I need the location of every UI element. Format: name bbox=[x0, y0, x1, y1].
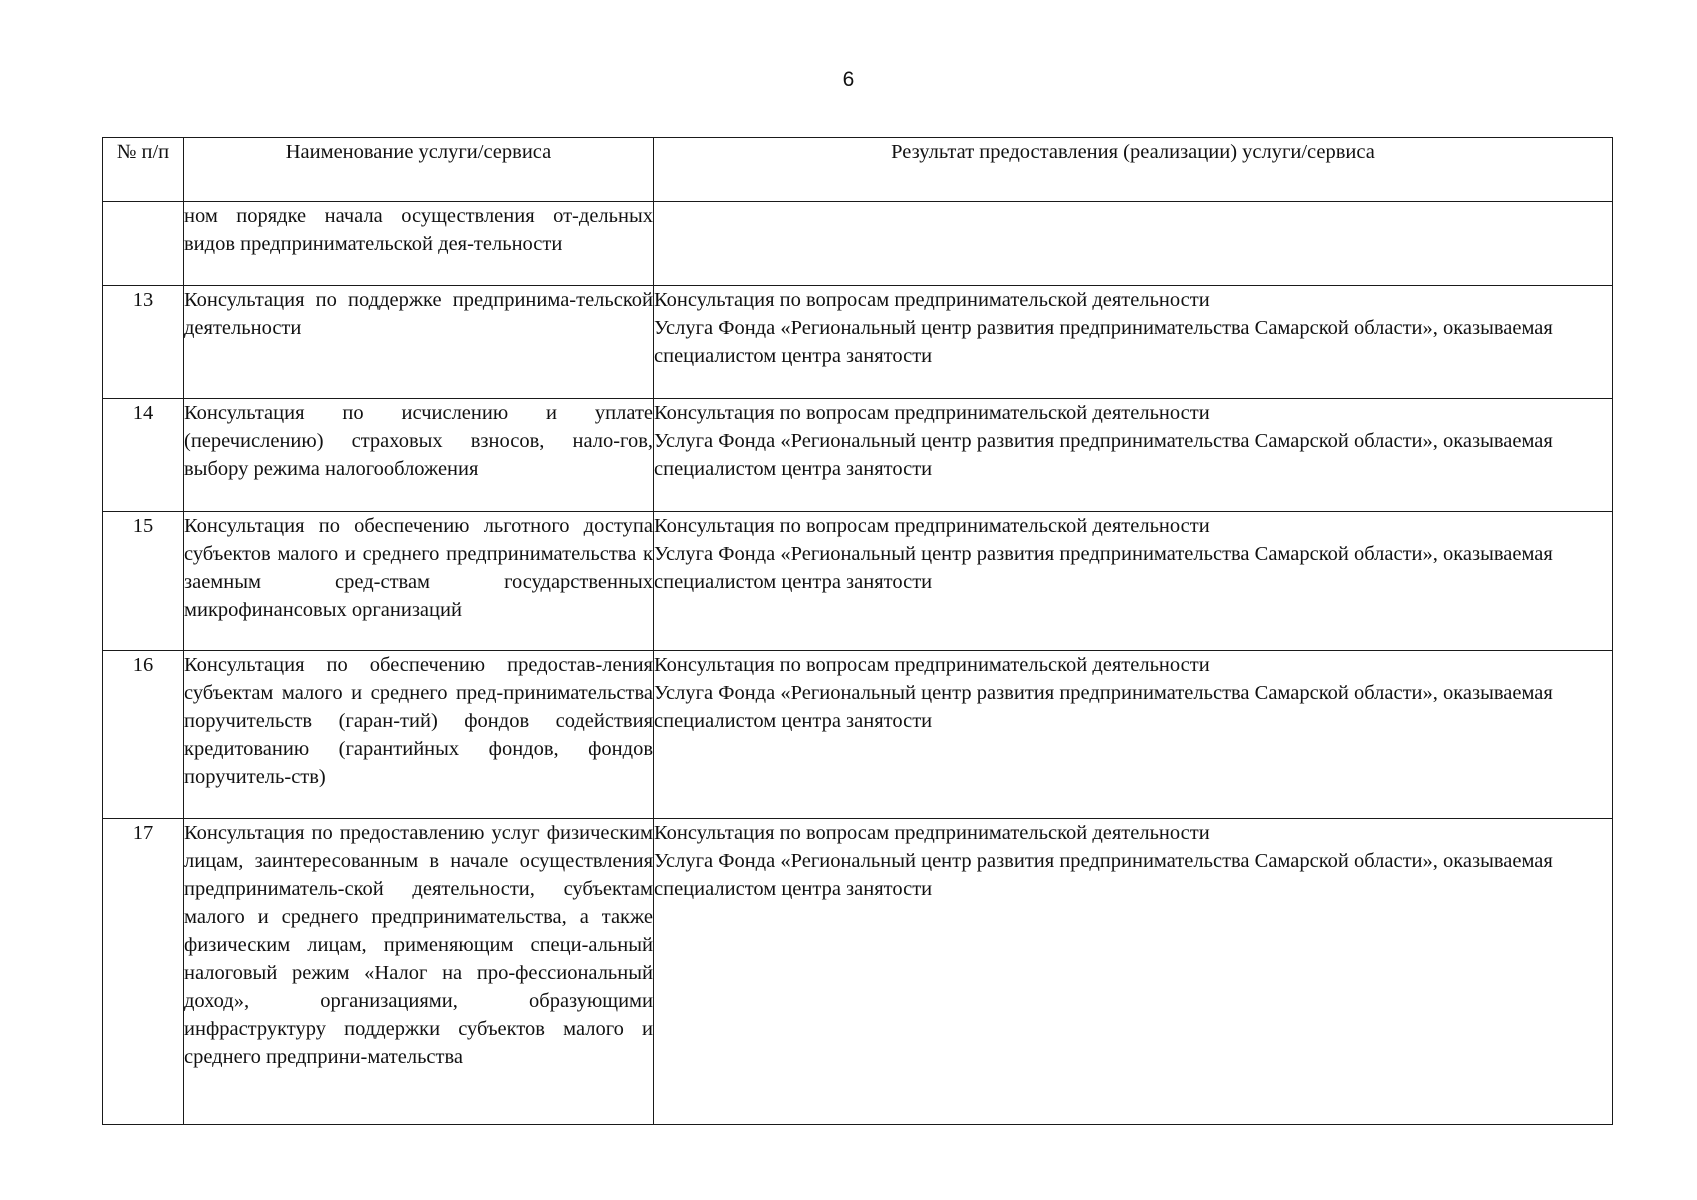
result-line: Услуга Фонда «Региональный центр развития предпринимательства Самарской области», оказываемая специалистом центра занятости bbox=[654, 430, 1553, 480]
row-number: 14 bbox=[103, 399, 184, 512]
page-number: 6 bbox=[842, 68, 855, 91]
result-line: Консультация по вопросам предпринимательской деятельности bbox=[654, 289, 1210, 311]
result-line: Консультация по вопросам предпринимательской деятельности bbox=[654, 822, 1210, 844]
service-result bbox=[654, 202, 1613, 286]
row-number: 13 bbox=[103, 286, 184, 399]
row-number bbox=[103, 202, 184, 286]
service-name: Консультация по исчислению и уплате (перечислению) страховых взносов, нало-гов, выбору режима налогообложения bbox=[184, 399, 654, 512]
row-number: 17 bbox=[103, 819, 184, 1125]
service-name: ном порядке начала осуществления от-дельных видов предпринимательской дея-тельности bbox=[184, 202, 654, 286]
table-row bbox=[103, 399, 1613, 512]
service-name: Консультация по обеспечению предостав-ления субъектам малого и среднего пред-принимательства поручительств (гаран-тий) фондов содействия кредитованию (гарантийных фондов, фондов поручитель-ств) bbox=[184, 651, 654, 819]
result-line: Услуга Фонда «Региональный центр развития предпринимательства Самарской области», оказываемая специалистом центра занятости bbox=[654, 543, 1553, 593]
header-result: Результат предоставления (реализации) услуги/сервиса bbox=[654, 138, 1613, 202]
service-name: Консультация по предоставлению услуг физическим лицам, заинтересованным в начале осуществления предприниматель-ской деятельности, субъектам малого и среднего предпринимательства, а также физическим лицам, применяющим специ-альный налоговый режим «Налог на про-фессиональный доход», организациями, образующими инфраструктуру поддержки субъектов малого и среднего предприни-мательства bbox=[184, 819, 654, 1125]
result-line: Консультация по вопросам предпринимательской деятельности bbox=[654, 402, 1210, 424]
result-line: Услуга Фонда «Региональный центр развития предпринимательства Самарской области», оказываемая специалистом центра занятости bbox=[654, 317, 1553, 367]
result-line: Услуга Фонда «Региональный центр развития предпринимательства Самарской области», оказываемая специалистом центра занятости bbox=[654, 682, 1553, 732]
table-row bbox=[103, 286, 1613, 399]
result-line: Услуга Фонда «Региональный центр развития предпринимательства Самарской области», оказываемая специалистом центра занятости bbox=[654, 850, 1553, 900]
services-table bbox=[102, 137, 1613, 1125]
row-number: 16 bbox=[103, 651, 184, 819]
table-row bbox=[103, 819, 1613, 1125]
table-header-row bbox=[103, 138, 1613, 202]
header-num: № п/п bbox=[103, 138, 184, 202]
service-name: Консультация по обеспечению льготного доступа субъектов малого и среднего предпринимательства к заемным сред-ствам государственных микрофинансовых организаций bbox=[184, 512, 654, 651]
table-row bbox=[103, 512, 1613, 651]
header-name: Наименование услуги/сервиса bbox=[184, 138, 654, 202]
service-name: Консультация по поддержке предпринима-тельской деятельности bbox=[184, 286, 654, 399]
result-line: Консультация по вопросам предпринимательской деятельности bbox=[654, 515, 1210, 537]
service-result bbox=[654, 286, 1613, 399]
service-result bbox=[654, 512, 1613, 651]
table-row bbox=[103, 651, 1613, 819]
service-result bbox=[654, 819, 1613, 1125]
service-result bbox=[654, 651, 1613, 819]
service-result bbox=[654, 399, 1613, 512]
result-line: Консультация по вопросам предпринимательской деятельности bbox=[654, 654, 1210, 676]
row-number: 15 bbox=[103, 512, 184, 651]
table-row bbox=[103, 202, 1613, 286]
